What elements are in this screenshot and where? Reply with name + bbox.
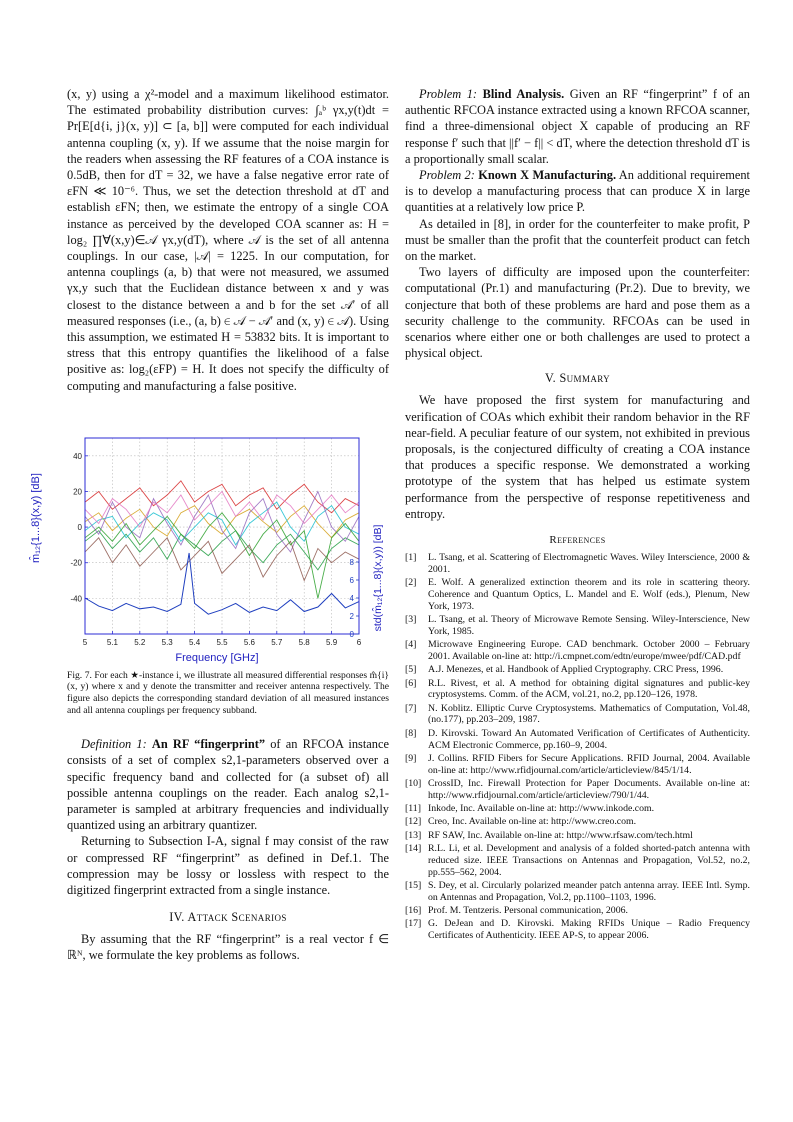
y2-tick-label: 4 [349, 593, 354, 603]
reference-item [405, 577, 750, 612]
reference-item [405, 664, 750, 676]
reference-text: N. Koblitz. Elliptic Curve Cryptosystems. Mathematics of Computation, Vol.48, (no.177), pp.203–209, 1987. [428, 702, 750, 726]
figure-7 [30, 428, 389, 666]
x-tick-label: 5.4 [189, 637, 201, 647]
reference-number: [11] [405, 803, 421, 815]
y2-tick-label: 8 [349, 557, 354, 567]
reference-text: Prof. M. Tentzeris. Personal communication, 2006. [428, 904, 628, 916]
difficulty-paragraph: Two layers of difficulty are imposed upon the counterfeiter: computational (Pr.1) and manufacturing (Pr.2). Due to brevity, we conjecture that both of these problems are hard and pose them as a security challenge to the community. RFCOAs can be used in scenarios where either one or both challenges are used to protect a physical object. [405, 265, 750, 361]
differential-response-chart [30, 428, 389, 666]
references-heading: References [549, 534, 606, 547]
reference-number: [15] [405, 879, 422, 891]
definition-title: An RF “fingerprint” [151, 737, 266, 752]
reference-number: [16] [405, 904, 422, 916]
reference-item [405, 614, 750, 638]
reference-item [405, 703, 750, 727]
x-tick-label: 5.9 [326, 637, 338, 647]
reference-item [405, 728, 750, 752]
x-tick-label: 5.5 [216, 637, 228, 647]
attack-scenarios-heading: IV. Attack Scenarios [169, 910, 287, 925]
y-tick-label: 20 [73, 487, 82, 497]
x-tick-label: 5.8 [298, 637, 310, 647]
summary-heading: V. Summary [544, 371, 611, 386]
y-tick-label: -40 [70, 594, 82, 604]
reference-text: R.L. Li, et al. Development and analysis of a folded shorted-patch antenna with reduced size. IEEE Transactions on Antennas and Propagation, Vol.52, no.2, pp.555–562, 2004. [428, 842, 750, 878]
reference-item [405, 905, 750, 917]
reference-number: [1] [405, 552, 417, 564]
returning-paragraph: Returning to Subsection I-A, signal f may consist of the raw or compressed RF “fingerprint” as defined in Def.1. The compression may be lossy or lossless with respect to the digitized fingerprint extracted from a single instance. [67, 834, 389, 898]
left-column [30, 86, 389, 964]
y-tick-label: -20 [70, 558, 82, 568]
y-tick-label: 0 [77, 522, 82, 532]
problem2-lead: Problem 2: [419, 168, 475, 183]
problem1-paragraph [405, 86, 750, 167]
reference-text: Microwave Engineering Europe. CAD benchmark. October 2000 – February 2001. Available on-line at: http://i.cmpnet.com/edtn/europe/mwee/pdf/CAD.pdf [428, 639, 750, 662]
x-tick-label: 5.7 [271, 637, 283, 647]
reference-item [405, 880, 750, 904]
reference-item [405, 843, 750, 878]
problem2-paragraph [405, 167, 750, 216]
x-tick-label: 5.2 [134, 637, 146, 647]
profit-paragraph: As detailed in [8], in order for the counterfeiter to make profit, P must be smaller than the profit that the counterfeit product can fetch on the market. [405, 216, 750, 264]
y-axis-label: m̂₁₂{1...8}(x,y) [dB] [30, 472, 42, 563]
reference-item [405, 552, 750, 576]
y2-tick-label: 0 [349, 629, 354, 639]
y-tick-label: 40 [73, 451, 82, 461]
reference-number: [9] [405, 752, 417, 764]
x-tick-label: 5.3 [161, 637, 173, 647]
reference-number: [13] [405, 829, 422, 841]
reference-number: [3] [405, 614, 417, 626]
reference-text: RF SAW, Inc. Available on-line at: http://www.rfsaw.com/tech.html [428, 829, 693, 841]
x-tick-label: 5 [82, 637, 88, 647]
problem2-body: An additional requirement is to develop a manufacturing process that can produce X in large quantities at a relatively low price P. [405, 168, 750, 215]
reference-item [405, 816, 750, 828]
y2-tick-label: 6 [349, 575, 354, 585]
reference-number: [17] [405, 918, 422, 930]
definition-body: of an RFCOA instance consists of a set of complex s2,1-parameters observed over a specific frequency band and collected for (a subset of) all possible antenna couplings on the reader. Each analog s2,1-parameter is sampled at arbitrary frequencies and individually quantized using an arbitrary quantizer. [67, 737, 389, 833]
reference-number: [7] [405, 702, 417, 714]
problem1-title: Blind Analysis. [482, 87, 565, 101]
reference-text: Creo, Inc. Available on-line at: http://www.creo.com. [428, 816, 637, 828]
reference-number: [2] [405, 577, 417, 589]
problem1-lead: Problem 1: [419, 87, 478, 101]
x-tick-label: 6 [356, 637, 362, 647]
problem2-title: Known X Manufacturing. [478, 168, 617, 183]
reference-number: [8] [405, 727, 417, 739]
reference-text: E. Wolf. A generalized extinction theorem and its role in scattering theory. Coherence and Quantum Optics, L. Mandel and E. Wolf (eds.), Plenum, New York, 1973. [428, 577, 750, 612]
reference-text: A.J. Menezes, et al. Handbook of Applied Cryptography. CRC Press, 1996. [428, 664, 724, 676]
reference-text: CrossID, Inc. Firewall Protection for Paper Documents. Available on-line at: http://www.rfidjournal.com/article/articleview/790/1/44. [428, 777, 750, 801]
reference-text: L. Tsang, et al. Theory of Microwave Remote Sensing. Wiley-Interscience, New York, 1985. [428, 614, 750, 637]
reference-item [405, 830, 750, 842]
reference-item [405, 753, 750, 777]
reference-number: [4] [405, 639, 417, 651]
x-axis-label: Frequency [GHz] [175, 651, 259, 664]
intro-paragraph: (x, y) using a χ²-model and a maximum likelihood estimator. The estimated probability distribution curves: ∫ₐᵇ γx,y(t)dt = Pr[E[d{i, j}(x, y)] ⊂ [a, b]] were computed for each individual antenna coupling (x, y). If we assume that the noise margin for the readers when assessing the RF features of a COA instance is 0.5dB, then for dT = 32, we have a false negative error rate of εFN ≪ 10⁻⁶. Thus, we set the detection threshold at dT and establish εFN; then, we estimate the entropy of a single COA instance as perceived by the developed COA scanner as: H = log₂ ∏∀(x,y)∈𝒜 γx,y(dT), where 𝒜 is the set of all antenna couplings. In our case, |𝒜| = 1225. In our computation, for antenna couplings (a, b) that were not measured, we assumed γx,y such that the Euclidean distance between x and y was closest to the distance between a and b for the set 𝒜′ of all measured responses (i.e., (a, b) ∈ 𝒜 − 𝒜′ and (x, y) ∈ 𝒜). Using this assumption, we estimated H = 53832 bits. It is important to stress that this entropy quantifies the likelihood of a false positive as: log₂(εFP) = H. It does not specify the difficulty of computing and manufacturing a false positive. [67, 87, 389, 393]
reference-text: G. DeJean and D. Kirovski. Making RFIDs Unique – Radio Frequency Certificates of Authenticity. IEEE AP-S, to appear 2006. [428, 918, 750, 941]
right-column [405, 86, 750, 943]
definition-lead: Definition 1: [81, 737, 147, 752]
reference-item [405, 639, 750, 663]
reference-number: [10] [405, 777, 422, 789]
reference-text: Inkode, Inc. Available on-line at: http://www.inkode.com. [428, 803, 655, 815]
reference-number: [14] [405, 842, 422, 854]
reference-number: [12] [405, 816, 422, 828]
reference-item [405, 678, 750, 702]
reference-number: [5] [405, 664, 417, 676]
figure-caption: Fig. 7. For each ★-instance i, we illustrate all measured differential responses m̂{i}(x, y) where x and y denote the transmitter and receiver antenna respectively. The figure also depicts the corresponding standard deviation of all measured instances and all antenna couplings per frequency subband. [67, 669, 389, 716]
x-tick-label: 5.6 [243, 637, 255, 647]
reference-item [405, 778, 750, 802]
y2-tick-label: 2 [349, 611, 354, 621]
reference-text: S. Dey, et al. Circularly polarized meander patch antenna array. IEEE Intl. Symp. on Antennas and Propagation, Vol.2, pp.1100–1103, 1996. [428, 879, 750, 903]
reference-number: [6] [405, 677, 417, 689]
reference-item [405, 918, 750, 942]
reference-item [405, 803, 750, 815]
x-tick-label: 5.1 [106, 637, 118, 647]
reference-text: D. Kirovski. Toward An Automated Verification of Certificates of Authenticity. ACM Electronic Commerce, pp.160–9, 2004. [428, 727, 750, 751]
reference-text: L. Tsang, et al. Scattering of Electromagnetic Waves. Wiley Interscience, 2000 & 2001. [428, 552, 750, 575]
reference-text: R.L. Rivest, et al. A method for obtaining digital signatures and public-key cryptosystems. Comm. of the ACM, vol.21, no.2, pp.120–126, 1978. [428, 677, 750, 701]
summary-paragraph: We have proposed the first system for manufacturing and verification of COAs which exhibit their random behavior in the RF near-field. A peculiar feature of our system, not exhibited in previous proposals, is the conjectured difficulty of creating a COA instance that produces a specific response. We demonstrated a working prototype of the system that has helped us estimate system performance from the perspective of response repetitiveness and entropy. [405, 393, 750, 521]
definition-paragraph [67, 736, 389, 833]
attack-paragraph: By assuming that the RF “fingerprint” is a real vector f ∈ ℝᴺ, we formulate the key problems as follows. [67, 932, 389, 963]
references-list [405, 552, 750, 942]
reference-text: J. Collins. RFID Fibers for Secure Applications. RFID Journal, 2004. Available on-line at: http://www.rfidjournal.com/article/articleview/845/1/14. [428, 752, 750, 776]
problem1-body: Given an RF “fingerprint” f of an authentic RFCOA instance extracted using a known RFCOA scanner, find a three-dimensional object X capable of producing an RF response f′ such that ||f′ − f|| < dT, where the detection threshold dT is a proportionally small scalar. [405, 87, 750, 166]
y2-axis-label: std(m̂₁₂{1...8}(x,y)) [dB] [372, 524, 384, 632]
